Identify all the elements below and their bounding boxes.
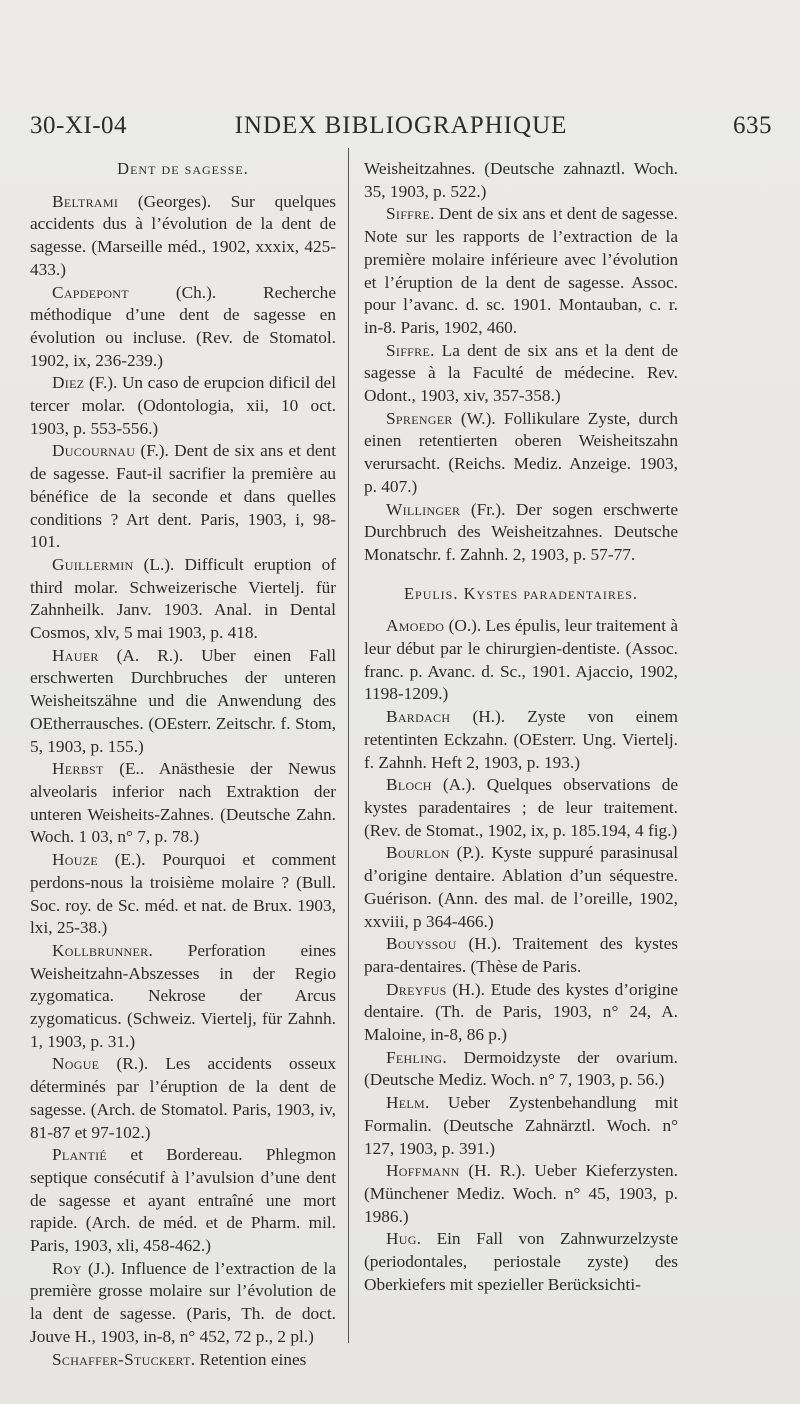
entry-text: . La dent de six ans et la dent de sagesse à la Faculté de médecine. Rev. Odont., 1903, xiv, 357-358.) [364, 340, 678, 406]
bibliography-entry [30, 645, 336, 759]
bibliography-entry [30, 282, 336, 373]
bibliography-entry [364, 933, 678, 978]
bibliography-entry [30, 849, 336, 940]
bibliography-entry [30, 1053, 336, 1144]
entry-text: (A.). Quelques observations de kystes paradentaires ; de leur traitement. (Rev. de Stomat., 1902, ix, p. 185.194, 4 fig.) [364, 775, 678, 840]
bibliography-entry [30, 1349, 336, 1372]
entry-text: (J.). Influence de l’extraction de la première grosse molaire sur l’évolution de la dent de sagesse. (Paris, Th. de doct. Jouve H., 1903, in-8, n° 452, 72 p., 2 pl.) [30, 1258, 336, 1346]
entry-text: (A. R.). Uber einen Fall erschwerten Durchbruches der unteren Weisheitszähne und die Anwendung des OEtherrausches. (OEsterr. Zeitschr. f. Stom, 5, 1903, p. 155.) [30, 645, 336, 756]
entry-text: . Ein Fall von Zahnwurzelzyste (periodontales, periostale zyste) des Oberkiefers mit spezieller Berücksichti- [364, 1229, 678, 1294]
bibliography-entry [364, 203, 678, 339]
bibliography-entry [30, 440, 336, 554]
entry-author: Bardach [386, 707, 451, 727]
bibliography-entry [364, 979, 678, 1047]
entry-text: (F.). Un caso de erupcion dificil del tercer molar. (Odontologia, xii, 10 oct. 1903, p. 553-556.) [30, 373, 336, 438]
bibliography-entry [364, 774, 678, 842]
entry-author: Herbst [52, 759, 104, 779]
entry-text: . Dent de six ans et dent de sagesse. Note sur les rapports de l’extraction de la première molaire inférieure avec l’évolution et l’éruption de la dent de sagesse. Assoc. pour l’avanc. d. sc. 1901. Montauban, c. r. in-8. Paris, 1902, 460. [364, 204, 678, 337]
entry-text: (R.). Les accidents osseux déterminés par l’éruption de la dent de sagesse. (Arch. de Stomatol. Paris, 1903, iv, 81-87 et 97-102.) [30, 1054, 336, 1142]
bibliography-entry [364, 340, 678, 408]
entry-author: Siffre [386, 340, 431, 360]
entry-author: Kollbrunner [52, 940, 149, 960]
entry-text: (Georges). Sur quelques accidents dus à l’évolution de la dent de sagesse. (Marseille méd., 1902, xxxix, 425-433.) [30, 191, 336, 279]
entry-list [364, 203, 678, 566]
entry-list [30, 191, 336, 1372]
entry-text: (O.). Les épulis, leur traitement à leur début par le chirurgien-dentiste. (Assoc. franc. p. Avanc. d. Sc., 1901. Ajaccio, 1902, 1198-1209.) [364, 616, 678, 704]
bibliography-entry [364, 1228, 678, 1296]
bibliography-entry [30, 940, 336, 1054]
header-date: 30-XI-04 [30, 112, 128, 139]
entry-text: (H. R.). Ueber Kieferzysten. (Münchener Mediz. Woch. n° 45, 1903, p. 1986.) [364, 1161, 678, 1226]
bibliography-entry [30, 554, 336, 645]
bibliography-entry [364, 842, 678, 933]
bibliography-entry [364, 499, 678, 567]
entry-text: (H.). Etude des kystes d’origine dentaire. (Th. de Paris, 1903, n° 24, A. Maloine, in-8, 86 p.) [364, 979, 678, 1045]
entry-author: Helm [386, 1093, 426, 1113]
bibliography-entry [30, 758, 336, 849]
entry-text: (L.). Difficult eruption of third molar. Schweizerische Viertelj. für Zahnheilk. Janv. 1903. Anal. in Dental Cosmos, xlv, 5 mai 1903, p. 418. [30, 554, 336, 643]
entry-author: Diez [52, 373, 85, 393]
bibliography-entry [364, 1092, 678, 1160]
entry-author: Hug [386, 1229, 417, 1249]
entry-text: et Bordereau. Phlegmon septique consécutif à l’avulsion d’une dent de sagesse et ayant entraîné une mort rapide. (Arch. de méd. et de Pharm. mil. Paris, 1903, xli, 458-462.) [30, 1145, 336, 1256]
entry-author: Hoffmann [386, 1161, 460, 1181]
entry-text: (E.. Anästhesie der Newus alveolaris inferior nach Extraktion der unteren Weisheits-Zahnes. (Deutsche Zahn. Woch. 1 03, n° 7, p. 78.) [30, 759, 336, 847]
left-column [30, 158, 336, 1371]
entry-list [364, 615, 678, 1296]
entry-text: (Fr.). Der sogen erschwerte Durchbruch des Weisheitzahnes. Deutsche Monatschr. f. Zahnh. 2, 1903, p. 57-77. [364, 499, 678, 564]
entry-author: Ducournau [52, 441, 136, 461]
column-divider [348, 148, 349, 1343]
entry-author: Hauer [52, 645, 99, 665]
entry-author: Sprenger [386, 408, 453, 428]
entry-author: Siffre [386, 204, 431, 224]
bibliography-entry [30, 191, 336, 282]
entry-author: Nogue [52, 1054, 100, 1074]
entry-text: . Perforation eines Weisheitzahn-Abszesses in der Regio zygomatica. Nekrose der Arcus zygomaticus. (Schweiz. Viertelj, für Zahnh. 1, 1903, p. 31.) [30, 940, 336, 1051]
entry-author: Plantié [52, 1145, 108, 1165]
entry-text: (H.). Traitement des kystes para-dentaires. (Thèse de Paris. [364, 934, 678, 976]
entry-author: Bourlon [386, 843, 450, 863]
entry-author: Capdepont [52, 282, 129, 302]
entry-author: Bouyssou [386, 934, 457, 954]
entry-text: (H.). Zyste von einem retentinten Eckzahn. (OEsterr. Ung. Viertelj. f. Zahnh. Heft 2, 1903, p. 193.) [364, 707, 678, 772]
entry-author: Guillermin [52, 554, 134, 574]
bibliography-entry [364, 615, 678, 706]
bibliography-entry [30, 372, 336, 440]
right-column [364, 158, 678, 1296]
continued-entry: Weisheitzahnes. (Deutsche zahnaztl. Woch. 35, 1903, p. 522.) [364, 159, 678, 201]
entry-author: Beltrami [52, 191, 119, 211]
entry-author: Roy [52, 1258, 82, 1278]
entry-text: (W.). Follikulare Zyste, durch einen retentierten oberen Weisheitszahn verursacht. (Reichs. Mediz. Anzeige. 1903, p. 407.) [364, 408, 678, 496]
bibliography-entry [364, 1047, 678, 1092]
bibliography-entry [364, 706, 678, 774]
entry-text: . Dermoidzyste der ovarium. (Deutsche Mediz. Woch. n° 7, 1903, p. 56.) [364, 1047, 678, 1090]
entry-author: Schaffer-Stuckert [52, 1349, 191, 1369]
entry-author: Amoedo [386, 616, 445, 636]
entry-text: . Ueber Zystenbehandlung mit Formalin. (Deutsche Zahnärztl. Woch. n° 127, 1903, p. 391.) [364, 1093, 678, 1158]
entry-text: (P.). Kyste suppuré parasinusal d’origine dentaire. Ablation d’un séquestre. Guérison. (Ann. des mal. de l’oreille, 1902, xxviii, p 364-466.) [364, 843, 678, 931]
entry-text: (F.). Dent de six ans et dent de sagesse. Faut-il sacrifier la première au bénéfice de la seconde et dans quelles conditions ? Art dent. Paris, 1903, i, 98-101. [30, 441, 336, 552]
bibliography-entry [30, 1258, 336, 1349]
header-title: INDEX BIBLIOGRAPHIQUE [234, 112, 568, 139]
running-header [30, 112, 772, 152]
bibliography-entry [364, 408, 678, 499]
entry-text: . Retention eines [190, 1349, 307, 1369]
entry-author: Fehling [386, 1047, 443, 1067]
entry-author: Bloch [386, 775, 432, 795]
entry-text: (Ch.). Recherche méthodique d’une dent de sagesse en évolution ou incluse. (Rev. de Stomatol. 1902, ix, 236-239.) [30, 282, 336, 370]
bibliography-entry [30, 1144, 336, 1258]
section-title-dent-de-sagesse: Dent de sagesse. [117, 159, 249, 178]
bibliography-entry [364, 1160, 678, 1228]
entry-author: Houze [52, 850, 98, 870]
section-title-epulis: Epulis. Kystes paradentaires. [403, 583, 639, 603]
entry-author: Dreyfus [386, 979, 447, 999]
entry-author: Willinger [386, 499, 461, 519]
page-number: 635 [733, 112, 772, 139]
entry-text: (E.). Pourquoi et comment perdons-nous la troisième molaire ? (Bull. Soc. roy. de Sc. méd. et nat. de Brux. 1903, lxi, 25-38.) [30, 850, 336, 938]
